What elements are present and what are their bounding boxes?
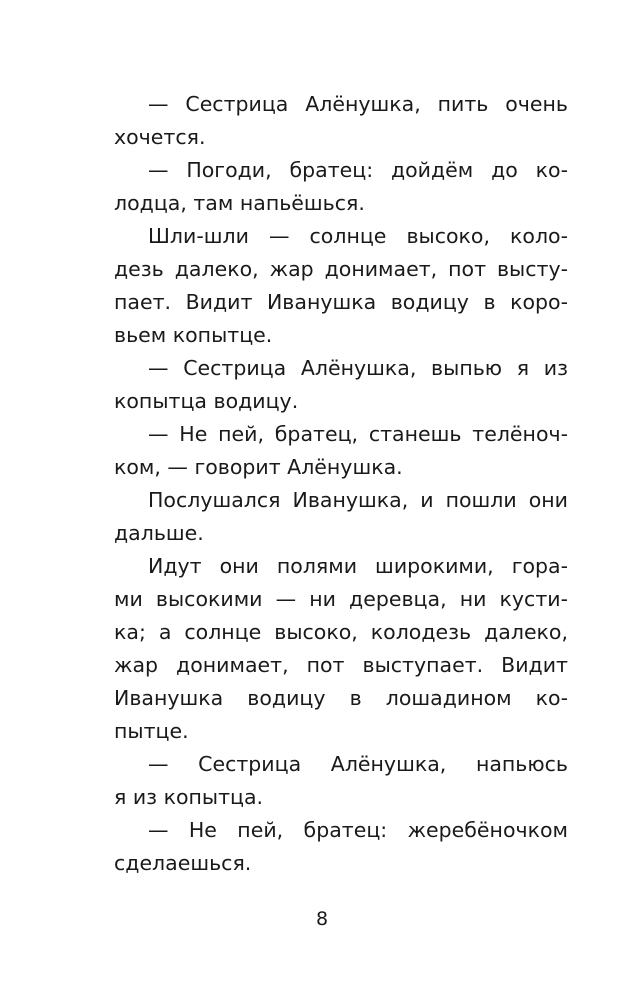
text-line: вьем копытце. <box>114 323 273 347</box>
text-line: я из копытца. <box>114 785 264 809</box>
paragraph <box>114 154 568 220</box>
text-line: жар донимает, пот выступает. Видит <box>114 653 568 677</box>
text-line: ка; а солнце высоко, колодезь далеко, <box>114 620 568 644</box>
text-line: Идут они полями широкими, гора- <box>148 554 568 578</box>
text-line: — Погоди, братец: дойдём до ко- <box>148 158 568 182</box>
paragraph <box>114 352 568 418</box>
paragraph <box>114 484 568 550</box>
paragraph <box>114 418 568 484</box>
text-line: Шли-шли — солнце высоко, коло- <box>148 224 568 248</box>
paragraph <box>114 88 568 154</box>
text-line: Послушался Иванушка, и пошли они <box>148 488 568 512</box>
text-line: — Сестрица Алёнушка, пить очень <box>148 92 568 116</box>
text-line: дальше. <box>114 521 204 545</box>
paragraph <box>114 814 568 880</box>
text-line: пает. Видит Иванушка водицу в коро- <box>114 290 568 314</box>
page-body <box>114 88 568 880</box>
paragraph <box>114 550 568 748</box>
text-line: ком, — говорит Алёнушка. <box>114 455 403 479</box>
text-line: Иванушка водицу в лошадином ко- <box>114 686 568 710</box>
text-line: ми высокими — ни деревца, ни кусти- <box>114 587 568 611</box>
page-number: 8 <box>315 908 329 930</box>
text-line: дезь далеко, жар донимает, пот высту- <box>114 257 568 281</box>
text-line: лодца, там напьёшься. <box>114 191 365 215</box>
text-line: копытца водицу. <box>114 389 299 413</box>
text-line: — Не пей, братец, станешь телёноч- <box>148 422 568 446</box>
text-line: пытце. <box>114 719 189 743</box>
text-line: сделаешься. <box>114 851 252 875</box>
paragraph <box>114 220 568 352</box>
text-line: — Сестрица Алёнушка, напьюсь <box>148 752 568 776</box>
text-line: — Сестрица Алёнушка, выпью я из <box>148 356 568 380</box>
text-line: — Не пей, братец: жеребёночком <box>148 818 568 842</box>
paragraph <box>114 748 568 814</box>
text-line: хочется. <box>114 125 206 149</box>
